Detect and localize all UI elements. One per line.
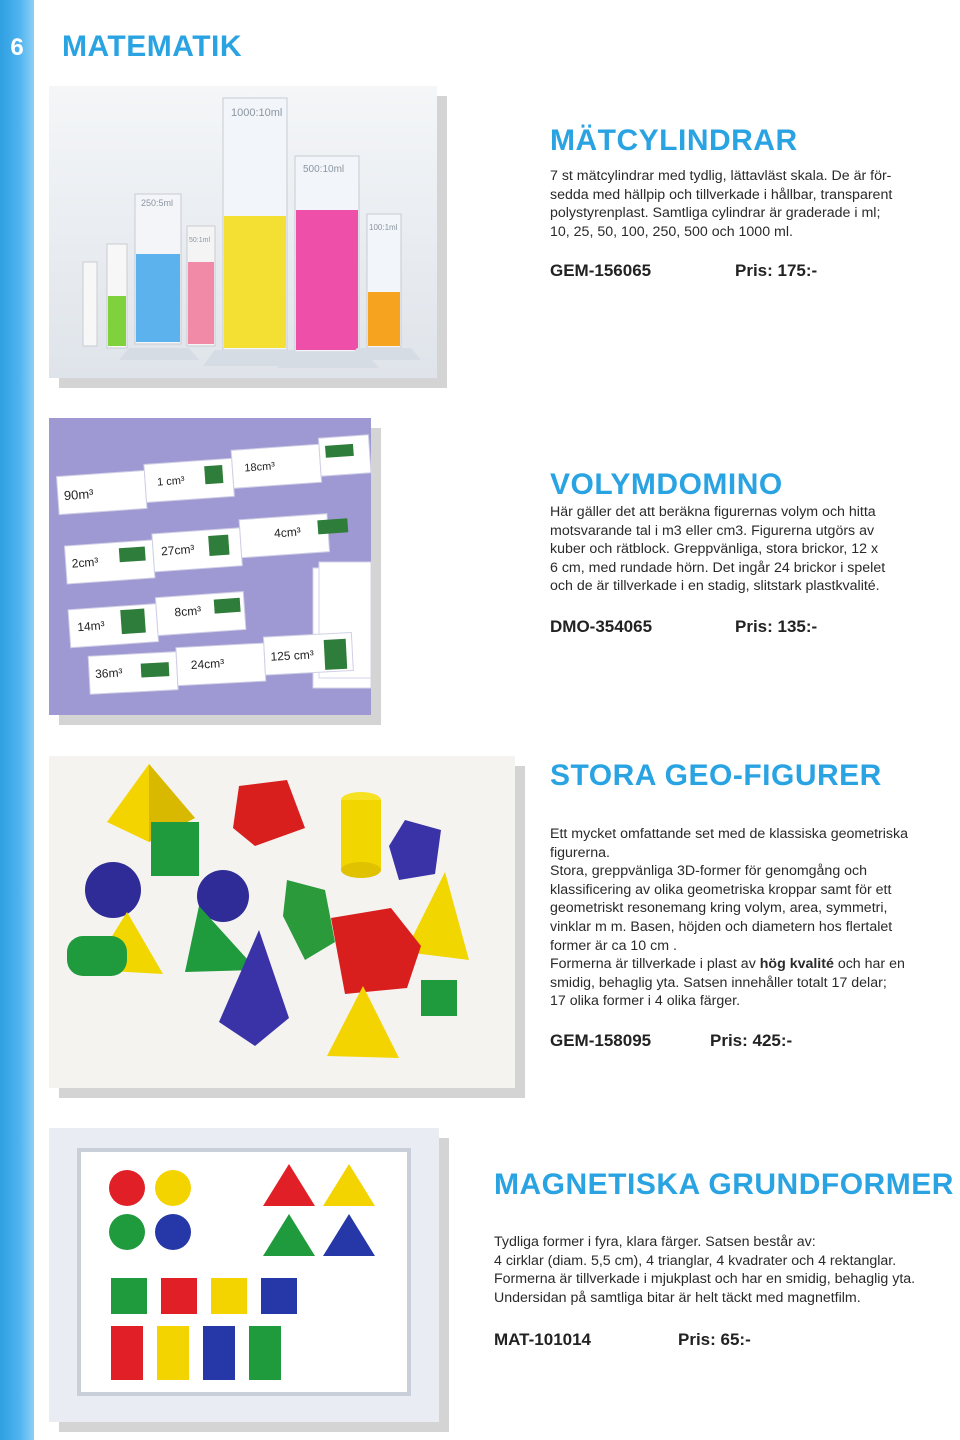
desc-line: vinklar m m. Basen, höjden och diametern hos flertalet <box>550 918 893 935</box>
volume-domino-photo <box>49 418 371 715</box>
desc-line: sedda med hällpip och tillverkade i hållbar, transparent <box>550 186 893 203</box>
domino-label: 2cm³ <box>71 554 99 571</box>
desc-text: och har en <box>837 956 905 973</box>
desc-line: Stora, greppvänliga 3D-former för genomgång och <box>550 863 868 880</box>
product-code: MAT-101014 <box>494 1330 592 1349</box>
desc-line: och de är tillverkade i en stadig, slitstark plastkvalité. <box>550 578 880 595</box>
desc-line: 10, 25, 50, 100, 250, 500 och 1000 ml. <box>550 223 793 240</box>
domino-label: 24cm³ <box>190 656 225 672</box>
category-title: MATEMATIK <box>62 30 243 63</box>
product-description-matcylindrar <box>550 167 950 241</box>
product-title-volymdomino: VOLYMDOMINO <box>550 468 783 501</box>
desc-line: former är ca 10 cm . <box>550 937 677 954</box>
product-price: Pris: 175:- <box>735 261 818 280</box>
domino-label: 8cm³ <box>174 603 202 620</box>
desc-line: kuber och rätblock. Greppvänliga, stora brickor, 12 x <box>550 541 879 558</box>
domino-label: 36m³ <box>94 665 123 681</box>
product-title-magnetiska: MAGNETISKA GRUNDFORMER <box>494 1168 954 1201</box>
domino-label: 1 cm³ <box>156 474 186 489</box>
side-band <box>0 0 34 1440</box>
desc-emphasis: hög kvalité <box>759 956 834 973</box>
product-title-matcylindrar: MÄTCYLINDRAR <box>550 124 798 157</box>
measuring-cylinders-photo <box>49 86 437 378</box>
geo-figures-photo <box>49 756 515 1088</box>
product-price: Pris: 135:- <box>735 617 818 636</box>
product-description-magnetiska <box>494 1233 956 1307</box>
desc-line: 6 cm, med rundade hörn. Det ingår 24 brickor i spelet <box>550 559 886 576</box>
desc-line: 4 cirklar (diam. 5,5 cm), 4 trianglar, 4 kvadrater och 4 rektanglar. <box>494 1252 897 1269</box>
product-description-geo-figurer <box>550 825 955 1011</box>
domino-label: 4cm³ <box>273 524 302 541</box>
desc-line <box>550 955 955 974</box>
desc-text: Formerna är tillverkade i plast av <box>550 956 756 973</box>
cylinder-label-1000: 1000:10ml <box>231 107 283 119</box>
desc-line: 17 olika former i 4 olika färger. <box>550 993 741 1010</box>
product-price: Pris: 425:- <box>710 1031 793 1050</box>
desc-line: Här gäller det att beräkna figurernas volym och hitta <box>550 504 876 520</box>
magnetic-shapes-photo <box>49 1128 439 1422</box>
cylinder-label-250: 250:5ml <box>141 198 174 208</box>
product-title-geo-figurer: STORA GEO-FIGURER <box>550 759 882 792</box>
product-code: GEM-156065 <box>550 261 652 280</box>
desc-line: Formerna är tillverkade i mjukplast och har en smidig, behaglig yta. <box>494 1271 916 1288</box>
cylinder-label-50: 50:1ml <box>189 237 211 244</box>
desc-line: Ett mycket omfattande set med de klassiska geometriska <box>550 826 908 842</box>
desc-line: motsvarande tal i m3 eller cm3. Figurerna utgörs av <box>550 522 875 539</box>
product-code: DMO-354065 <box>550 617 653 636</box>
domino-label: 27cm³ <box>160 542 195 559</box>
domino-label: 90m³ <box>63 486 94 504</box>
desc-line: figurerna. <box>550 844 610 861</box>
desc-line: Undersidan på samtliga bitar är helt täckt med magnetfilm. <box>494 1289 861 1306</box>
domino-label: 18cm³ <box>244 460 276 475</box>
desc-line: klassificering av olika geometriska kroppar samt för ett <box>550 881 892 898</box>
desc-line: smidig, behaglig yta. Satsen innehåller totalt 17 delar; <box>550 974 887 991</box>
desc-line: Tydliga former i fyra, klara färger. Satsen består av: <box>494 1234 816 1250</box>
product-price: Pris: 65:- <box>678 1330 751 1349</box>
cylinder-label-100: 100:1ml <box>369 223 398 232</box>
product-description-volymdomino <box>550 503 950 596</box>
product-code: GEM-158095 <box>550 1031 652 1050</box>
domino-label: 125 cm³ <box>270 647 315 664</box>
domino-label: 14m³ <box>76 618 106 635</box>
desc-line: geometriskt resonemang kring volym, area, symmetri, <box>550 900 888 917</box>
cylinder-label-500: 500:10ml <box>303 164 345 175</box>
desc-line: 7 st mätcylindrar med tydlig, lättavläst skala. De är för- <box>550 168 892 184</box>
page-number: 6 <box>10 34 24 61</box>
desc-line: polystyrenplast. Samtliga cylindrar är graderade i ml; <box>550 205 881 222</box>
